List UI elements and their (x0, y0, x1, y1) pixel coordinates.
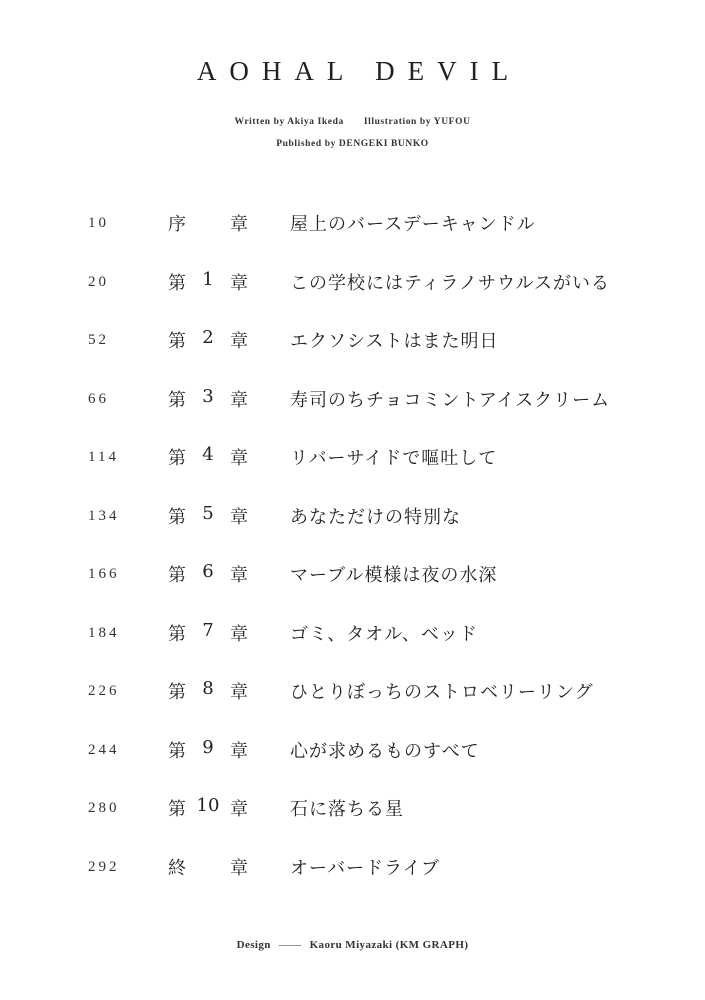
chapter-label-prefix: 第 (168, 272, 186, 294)
chapter-label-suffix: 章 (229, 623, 248, 645)
design-credit (0, 939, 705, 951)
chapter-label-suffix: 章 (229, 682, 248, 703)
toc-chapter-title: この学校にはティラノサウルスがいる (290, 272, 610, 294)
chapter-label-prefix: 第 (168, 682, 186, 703)
chapter-label-prefix: 第 (168, 799, 186, 820)
toc-chapter-title: 心が求めるものすべて (290, 740, 480, 762)
chapter-label-prefix: 第 (168, 389, 186, 411)
chapter-number: 4 (202, 444, 214, 465)
toc-chapter-title: 石に落ちる星 (290, 799, 404, 820)
toc-chapter-label (168, 795, 248, 821)
chapter-number: 2 (202, 327, 214, 348)
chapter-label-suffix: 章 (229, 272, 248, 294)
toc-page-number: 280 (88, 800, 120, 816)
toc-chapter-label (168, 386, 248, 412)
design-label: Design (236, 939, 271, 951)
chapter-label-suffix: 章 (229, 389, 248, 411)
toc-entry (0, 720, 705, 779)
toc-chapter-title: マーブル模様は夜の水深 (290, 565, 498, 586)
design-name: Kaoru Miyazaki (KM GRAPH) (309, 939, 469, 951)
toc-entry (0, 427, 705, 486)
toc-chapter-label (168, 444, 248, 470)
toc-entry (0, 310, 705, 369)
toc-chapter-label (168, 269, 248, 295)
design-dash: —— (278, 939, 302, 951)
illustration-by: Illustration by YUFOU (363, 117, 471, 127)
toc-chapter-label (168, 503, 248, 529)
toc-page-number: 184 (88, 624, 120, 641)
table-of-contents (0, 193, 705, 895)
toc-page-number: 292 (88, 858, 120, 875)
toc-entry (0, 837, 705, 896)
toc-chapter-label (168, 737, 248, 763)
chapter-number: 10 (196, 795, 220, 816)
chapter-number: 3 (202, 385, 214, 407)
toc-chapter-title: ゴミ、タオル、ベッド (290, 623, 478, 645)
chapter-label-prefix: 第 (168, 506, 186, 528)
toc-chapter-label (168, 210, 248, 236)
toc-entry (0, 603, 705, 662)
author-credits (0, 117, 705, 127)
toc-chapter-label (168, 327, 248, 353)
toc-entry (0, 252, 705, 311)
toc-chapter-title: あなただけの特別な (290, 506, 461, 528)
toc-entry (0, 486, 705, 545)
toc-chapter-label (168, 561, 248, 587)
toc-entry (0, 778, 705, 837)
toc-chapter-title: ひとりぼっちのストロベリーリング (290, 682, 594, 703)
chapter-number: 9 (202, 736, 214, 758)
chapter-label-prefix: 終 (168, 857, 186, 879)
book-title: AOHAL DEVIL (196, 56, 522, 86)
chapter-label-prefix: 第 (168, 740, 186, 762)
toc-page-number: 52 (88, 332, 109, 348)
toc-chapter-title: 屋上のバースデーキャンドル (290, 214, 536, 235)
toc-chapter-label (168, 854, 248, 880)
chapter-label-prefix: 第 (168, 565, 186, 586)
chapter-label-suffix: 章 (229, 740, 248, 762)
chapter-label-suffix: 章 (229, 565, 248, 586)
chapter-label-suffix: 章 (229, 331, 248, 352)
toc-chapter-title: リバーサイドで嘔吐して (290, 448, 498, 469)
publisher-credit: Published by DENGEKI BUNKO (276, 139, 429, 149)
toc-page-number: 20 (88, 273, 109, 290)
toc-entry (0, 544, 705, 603)
chapter-number: 5 (202, 502, 214, 524)
written-by: Written by Akiya Ikeda (234, 117, 344, 127)
chapter-number: 1 (202, 268, 214, 290)
toc-page-number: 226 (88, 683, 120, 699)
chapter-number: 7 (202, 619, 214, 641)
toc-chapter-title: オーバードライブ (290, 857, 441, 879)
toc-entry (0, 369, 705, 428)
toc-chapter-label (168, 620, 248, 646)
toc-page-number: 244 (88, 741, 120, 758)
toc-page-number: 166 (88, 566, 120, 582)
chapter-label-suffix: 章 (230, 214, 248, 235)
chapter-label-prefix: 第 (168, 623, 186, 645)
chapter-label-suffix: 章 (230, 799, 248, 820)
toc-entry (0, 661, 705, 720)
chapter-label-suffix: 章 (229, 506, 248, 528)
chapter-label-suffix: 章 (229, 448, 248, 469)
chapter-number: 8 (202, 678, 214, 699)
chapter-label-prefix: 第 (168, 331, 186, 352)
toc-page-number: 134 (88, 507, 120, 524)
chapter-label-suffix: 章 (230, 857, 248, 879)
toc-chapter-title: 寿司のちチョコミントアイスクリーム (290, 389, 611, 411)
toc-chapter-label (168, 678, 248, 704)
toc-page-number: 10 (88, 215, 109, 231)
chapter-number: 6 (202, 561, 214, 582)
chapter-label-prefix: 第 (168, 448, 186, 469)
chapter-label-prefix: 序 (168, 214, 186, 235)
toc-chapter-title: エクソシストはまた明日 (290, 331, 499, 352)
toc-page-number: 114 (88, 449, 119, 465)
toc-page-number: 66 (88, 390, 109, 407)
toc-entry (0, 193, 705, 252)
